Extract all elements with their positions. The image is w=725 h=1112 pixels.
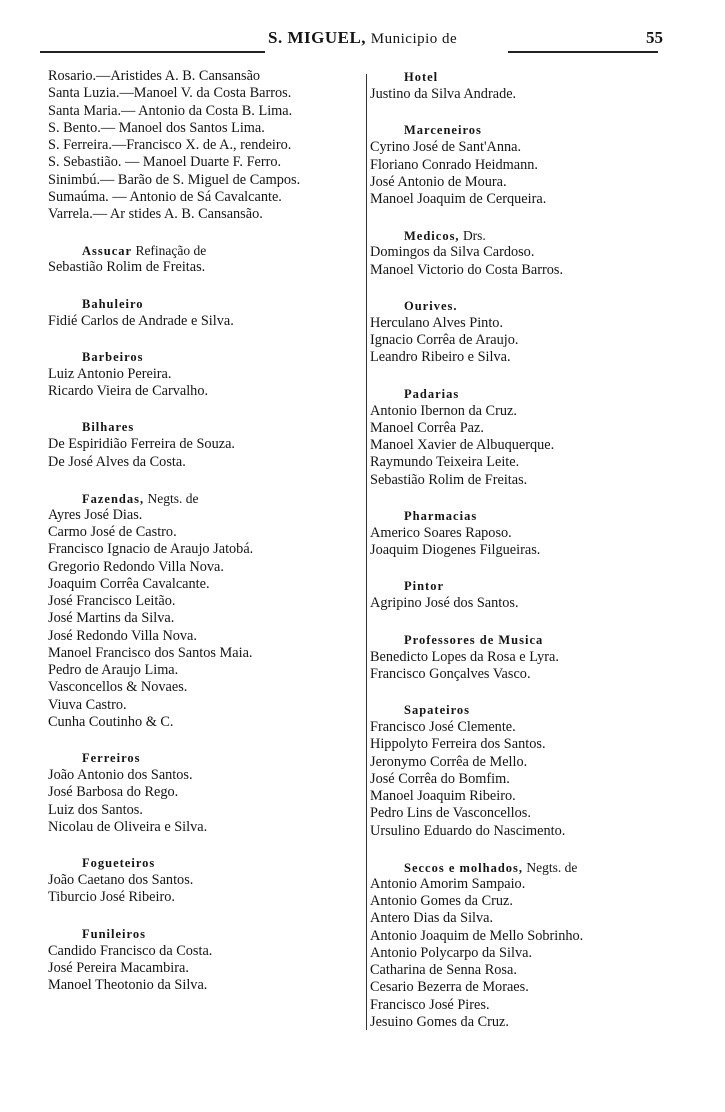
list-item: Cyrino José de Sant'Anna. — [370, 139, 522, 156]
list-item: Sinimbú.— Barão de S. Miguel de Campos. — [48, 171, 301, 188]
list-item: José Redondo Villa Nova. — [48, 627, 197, 644]
section-marceneiros — [370, 122, 715, 208]
list-item: José Corrêa do Bomfim. — [370, 770, 510, 787]
section-heading-label: Pintor — [404, 579, 445, 594]
section-heading-label: Pharmacias — [404, 508, 478, 523]
parish-list — [48, 68, 364, 223]
section-heading — [48, 349, 364, 366]
section-heading — [370, 227, 715, 244]
section-heading-label: Bilhares — [82, 420, 135, 435]
header-rule-left — [40, 51, 265, 53]
section-heading — [48, 490, 364, 507]
section-assucar — [48, 242, 364, 276]
section-heading-label: Barbeiros — [82, 349, 144, 364]
list-item: Vasconcellos & Novaes. — [48, 679, 188, 696]
section-heading — [370, 69, 715, 86]
list-item: Candido Francisco da Costa. — [48, 942, 213, 959]
section-hotel — [370, 69, 715, 103]
section-funileiros — [48, 926, 364, 995]
list-item: Tiburcio José Ribeiro. — [48, 889, 175, 906]
section-heading-label: Bahuleiro — [82, 296, 144, 311]
list-item: José Pereira Macambira. — [48, 959, 189, 976]
section-heading — [48, 419, 364, 436]
section-sapateiros — [370, 702, 715, 840]
section-heading-suffix: Drs. — [459, 228, 486, 244]
section-pharmacias — [370, 508, 715, 560]
section-heading-label: Funileiros — [82, 926, 146, 941]
list-item: S. Bento.— Manoel dos Santos Lima. — [48, 119, 265, 136]
section-heading-label: Hotel — [404, 70, 439, 84]
section-heading-suffix: Negts. de — [144, 490, 199, 506]
list-item: Antonio Polycarpo da Silva. — [370, 944, 533, 961]
list-item: Antonio Ibernon da Cruz. — [370, 402, 517, 419]
section-bahuleiro — [48, 296, 364, 330]
list-item: José Martins da Silva. — [48, 610, 175, 627]
section-heading-label: Sapateiros — [404, 703, 471, 717]
list-item: Joaquim Diogenes Filgueiras. — [370, 542, 541, 558]
list-item: Cesario Bezerra de Moraes. — [370, 979, 529, 996]
list-item: Viuva Castro. — [48, 696, 127, 713]
section-heading-suffix: Refinação de — [132, 243, 207, 259]
list-item: Gregorio Redondo Villa Nova. — [48, 558, 224, 575]
column-divider — [366, 74, 367, 1030]
section-heading-label: Marceneiros — [404, 123, 482, 138]
left-column — [48, 68, 364, 994]
section-pintor — [370, 578, 715, 612]
list-item: Francisco Gonçalves Vasco. — [370, 665, 531, 682]
list-item: Sebastião Rolim de Freitas. — [370, 471, 528, 488]
list-item: Nicolau de Oliveira e Silva. — [48, 818, 208, 835]
section-heading — [370, 632, 715, 649]
section-padarias — [370, 386, 715, 489]
section-ferreiros — [48, 750, 364, 836]
list-item: Varrela.— Ar stides A. B. Cansansão. — [48, 206, 263, 222]
list-item: Ayres José Dias. — [48, 506, 143, 523]
section-heading-label: Assucar — [82, 244, 133, 259]
list-item: Manoel Francisco dos Santos Maia. — [48, 644, 253, 661]
list-item: Manoel Victorio do Costa Barros. — [370, 261, 564, 278]
section-heading — [48, 296, 364, 313]
list-item: Sumaúma. — Antonio de Sá Cavalcante. — [48, 188, 282, 205]
section-heading — [370, 702, 715, 719]
section-heading — [370, 578, 715, 595]
list-item: Ursulino Eduardo do Nascimento. — [370, 822, 566, 839]
list-item: De José Alves da Costa. — [48, 453, 186, 470]
section-ourives — [370, 298, 715, 367]
list-item: Pedro de Araujo Lima. — [48, 662, 179, 678]
list-item: De Espiridião Ferreira de Souza. — [48, 436, 235, 453]
list-item: João Antonio dos Santos. — [48, 767, 193, 783]
list-item: Floriano Conrado Heidmann. — [370, 156, 538, 173]
section-heading-label: Ferreiros — [82, 751, 141, 765]
list-item: S. Sebastião. — Manoel Duarte F. Ferro. — [48, 154, 282, 171]
section-heading — [48, 855, 364, 872]
list-item: Ricardo Vieira de Carvalho. — [48, 383, 209, 399]
header-rule-right — [508, 51, 658, 53]
list-item: Catharina de Senna Rosa. — [370, 962, 517, 978]
list-item: José Antonio de Moura. — [370, 173, 507, 190]
list-item: Manoel Joaquim de Cerqueira. — [370, 191, 547, 207]
list-item: Francisco José Pires. — [370, 996, 490, 1013]
section-heading — [370, 859, 715, 876]
page-number: 55 — [646, 28, 663, 47]
list-item: Santa Luzia.—Manoel V. da Costa Barros. — [48, 85, 292, 102]
list-item: Herculano Alves Pinto. — [370, 314, 504, 331]
list-item: Luiz dos Santos. — [48, 801, 143, 818]
section-fazendas — [48, 490, 364, 731]
list-item: Justino da Silva Andrade. — [370, 86, 517, 102]
left-sections — [48, 242, 364, 994]
list-item: Manoel Corrêa Paz. — [370, 419, 484, 436]
section-heading — [370, 508, 715, 525]
section-heading — [370, 298, 715, 315]
list-item: Americo Soares Raposo. — [370, 524, 512, 541]
list-item: Joaquim Corrêa Cavalcante. — [48, 575, 210, 592]
list-item: Jesuino Gomes da Cruz. — [370, 1013, 509, 1030]
list-item: Rosario.—Aristides A. B. Cansansão — [48, 68, 261, 84]
page-header — [0, 0, 725, 56]
section-heading — [48, 750, 364, 767]
section-heading-label: Medicos, — [404, 229, 460, 244]
list-item: Manoel Xavier de Albuquerque. — [370, 437, 555, 453]
section-heading-label: Fogueteiros — [82, 856, 156, 870]
list-item: Pedro Lins de Vasconcellos. — [370, 805, 531, 822]
list-item: Leandro Ribeiro e Silva. — [370, 349, 511, 366]
list-item: Raymundo Teixeira Leite. — [370, 454, 520, 471]
section-heading — [370, 386, 715, 403]
list-item: Carmo José de Castro. — [48, 524, 177, 540]
list-item: Francisco Ignacio de Araujo Jatobá. — [48, 541, 254, 558]
section-fogueteiros — [48, 855, 364, 907]
section-medicos — [370, 227, 715, 279]
right-sections — [370, 69, 715, 1031]
list-item: Antonio Amorim Sampaio. — [370, 875, 526, 892]
section-heading-label: Ourives. — [404, 298, 458, 313]
list-item: S. Ferreira.—Francisco X. de A., rendeiro. — [48, 137, 292, 153]
page-title — [268, 28, 457, 48]
section-heading — [48, 926, 364, 943]
section-heading — [48, 242, 364, 259]
list-item: Domingos da Silva Cardoso. — [370, 244, 535, 261]
list-item: Jeronymo Corrêa de Mello. — [370, 753, 528, 770]
section-barbeiros — [48, 349, 364, 401]
section-heading-label: Padarias — [404, 386, 460, 401]
section-professores-de-musica — [370, 632, 715, 684]
list-item: Francisco José Clemente. — [370, 719, 516, 735]
list-item: José Francisco Leitão. — [48, 593, 176, 609]
section-heading-label: Fazendas, — [82, 491, 145, 506]
section-bilhares — [48, 419, 364, 471]
list-item: João Caetano dos Santos. — [48, 872, 194, 888]
list-item: Santa Maria.— Antonio da Costa B. Lima. — [48, 102, 293, 119]
list-item: Antonio Gomes da Cruz. — [370, 893, 513, 909]
list-item: Manoel Joaquim Ribeiro. — [370, 788, 516, 804]
section-heading — [370, 122, 715, 139]
list-item: Luiz Antonio Pereira. — [48, 365, 172, 382]
list-item: Hippolyto Ferreira dos Santos. — [370, 736, 546, 753]
right-column — [370, 69, 715, 1031]
section-seccos-e-molhados — [370, 859, 715, 1031]
list-item: Benedicto Lopes da Rosa e Lyra. — [370, 648, 559, 665]
page-title-subtitle: Municipio de — [370, 31, 458, 47]
list-item: Fidié Carlos de Andrade e Silva. — [48, 312, 234, 329]
list-item: Manoel Theotonio da Silva. — [48, 977, 208, 993]
list-item: José Barbosa do Rego. — [48, 784, 179, 801]
list-item: Antero Dias da Silva. — [370, 910, 494, 927]
section-heading-label: Seccos e molhados, — [404, 860, 524, 875]
page-title-main: S. MIGUEL, — [268, 28, 367, 47]
list-item: Ignacio Corrêa de Araujo. — [370, 332, 519, 348]
section-heading-label: Professores de Musica — [404, 632, 544, 647]
list-item: Cunha Coutinho & C. — [48, 713, 174, 730]
section-heading-suffix: Negts. de — [523, 859, 578, 875]
list-item: Antonio Joaquim de Mello Sobrinho. — [370, 927, 584, 944]
list-item: Sebastião Rolim de Freitas. — [48, 259, 206, 276]
list-item: Agripino José dos Santos. — [370, 595, 519, 612]
